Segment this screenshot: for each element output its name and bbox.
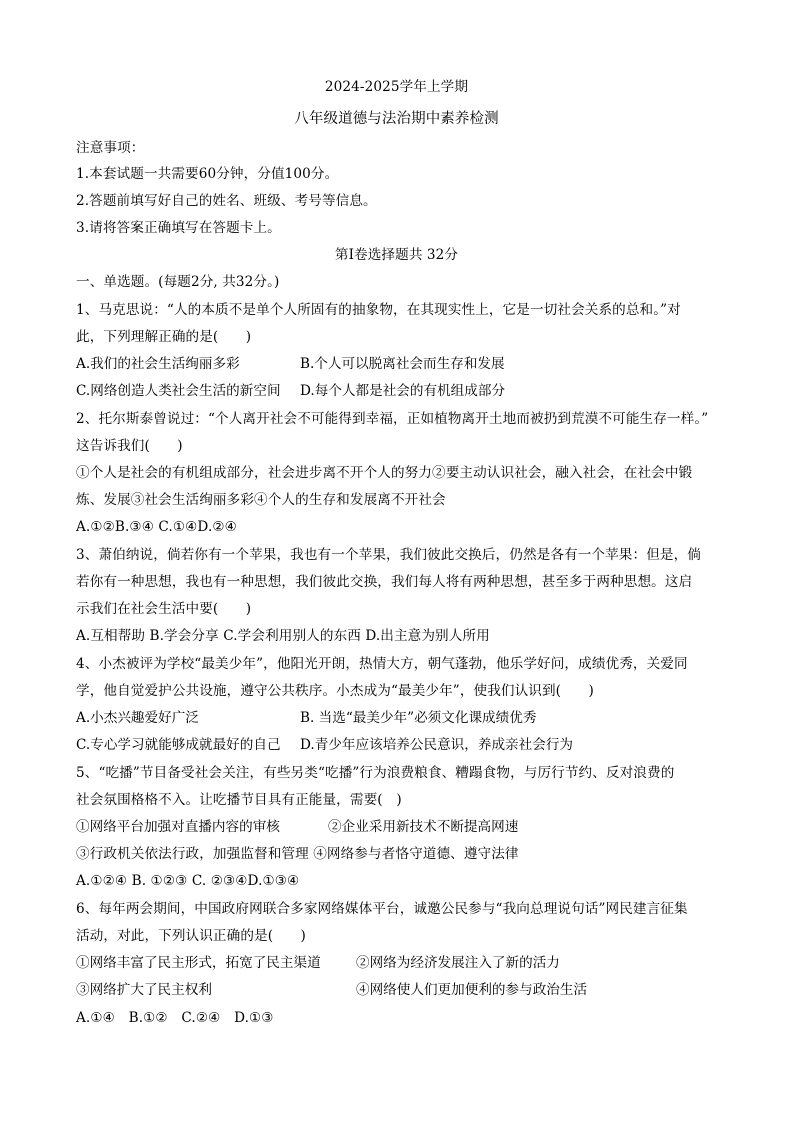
question-1-option-a: A.我们的社会生活绚丽多彩 [76,356,240,372]
question-6-stem: 6、每年两会期间，中国政府网联合多家网络媒体平台，诚邀公民参与“我向总理说句话”网民建言征集 [76,901,688,917]
question-2-answers: A.①②B.③④ C.①④D.②④ [76,519,237,535]
question-6-choice: ①网络丰富了民主形式，拓宽了民主渠道 [76,955,321,971]
question-2-stem: 这告诉我们( ) [76,438,183,454]
section-title: 第Ⅰ卷选择题共 32分 [334,247,459,263]
question-4-option-b: B. 当选“最美少年”必须文化课成绩优秀 [300,710,537,726]
question-1-stem: 此，下列理解正确的是( ) [76,329,252,345]
question-4-option-d: D.青少年应该培养公民意识，养成亲社会行为 [300,737,574,753]
notice-item: 2.答题前填写好自己的姓名、班级、考号等信息。 [76,193,377,209]
question-2-stem: 炼、发展③社会生活绚丽多彩④个人的生存和发展离不开社会 [76,492,446,508]
question-4-option-a: A.小杰兴趣爱好广泛 [76,710,199,726]
question-1-option-d: D.每个人都是社会的有机组成部分 [300,383,506,399]
exam-title: 八年级道德与法治期中素养检测 [294,111,499,127]
question-5-choice: ②企业采用新技术不断提高网速 [328,819,519,835]
question-6-choice: ④网络使人们更加便利的参与政治生活 [356,982,588,998]
question-5-stem: 社会氛围格格不入。让吃播节目具有正能量，需要( ) [76,792,402,808]
question-4-option-c: C.专心学习就能够成就最好的自己 [76,737,281,753]
question-2-stem: ①个人是社会的有机组成部分，社会进步离不开个人的努力②要主动认识社会，融入社会，在社会中锻 [76,465,693,481]
question-6-answers: A.①④ B.①② C.②④ D.①③ [76,1010,274,1026]
question-4-stem: 学，他自觉爱护公共设施，遵守公共秩序。小杰成为“最美少年”，使我们认识到( ) [76,683,594,699]
question-1-option-c: C.网络创造人类社会生活的新空间 [76,383,281,399]
year-term-heading: 2024-2025学年上学期 [324,79,469,95]
question-3-stem: 示我们在社会生活中要( ) [76,601,252,617]
notice-item: 1.本套试题一共需要60分钟，分值100分。 [76,166,339,182]
question-5-choice: ①网络平台加强对直播内容的审核 [76,819,280,835]
question-1-option-b: B.个人可以脱离社会而生存和发展 [300,356,505,372]
question-4-stem: 4、小杰被评为学校“最美少年”，他阳光开朗，热情大方，朝气蓬勃，他乐学好问，成绩优秀，关爱同 [76,656,688,672]
question-3-answers: A.互相帮助 B.学会分享 C.学会利用别人的东西 D.出主意为别人所用 [76,628,490,644]
question-2-stem: 2、托尔斯泰曾说过：“个人离开社会不可能得到幸福，正如植物离开土地而被扔到荒漠不可能生存一样。” [76,411,709,427]
question-3-stem: 3、萧伯纳说，倘若你有一个苹果，我也有一个苹果，我们彼此交换后，仍然是各有一个苹果：但是，倘 [76,547,701,563]
question-6-choice: ③网络扩大了民主权利 [76,982,212,998]
question-5-stem: 5、“吃播”节目备受社会关注，有些另类“吃播”行为浪费粮食、糟蹋食物，与厉行节约、反对浪费的 [76,765,675,781]
part-title: 一、单选题。(每题2分, 共32分。) [76,274,280,290]
question-5-answers: A.①②④ B. ①②③ C. ②③④D.①③④ [76,873,300,889]
question-3-stem: 若你有一种思想，我也有一种思想，我们彼此交换，我们每人将有两种思想，甚至多于两种思想。这启 [76,574,693,590]
question-1-stem: 1、马克思说：“人的本质不是单个人所固有的抽象物，在其现实性上，它是一切社会关系的总和。”对 [76,302,681,318]
notice-title: 注意事项： [76,140,145,156]
question-6-choice: ②网络为经济发展注入了新的活力 [356,955,560,971]
notice-item: 3.请将答案正确填写在答题卡上。 [76,220,281,236]
question-5-choice: ③行政机关依法行政，加强监督和管理 ④网络参与者恪守道德、遵守法律 [76,846,519,862]
question-6-stem: 活动，对此，下列认识正确的是( ) [76,928,306,944]
